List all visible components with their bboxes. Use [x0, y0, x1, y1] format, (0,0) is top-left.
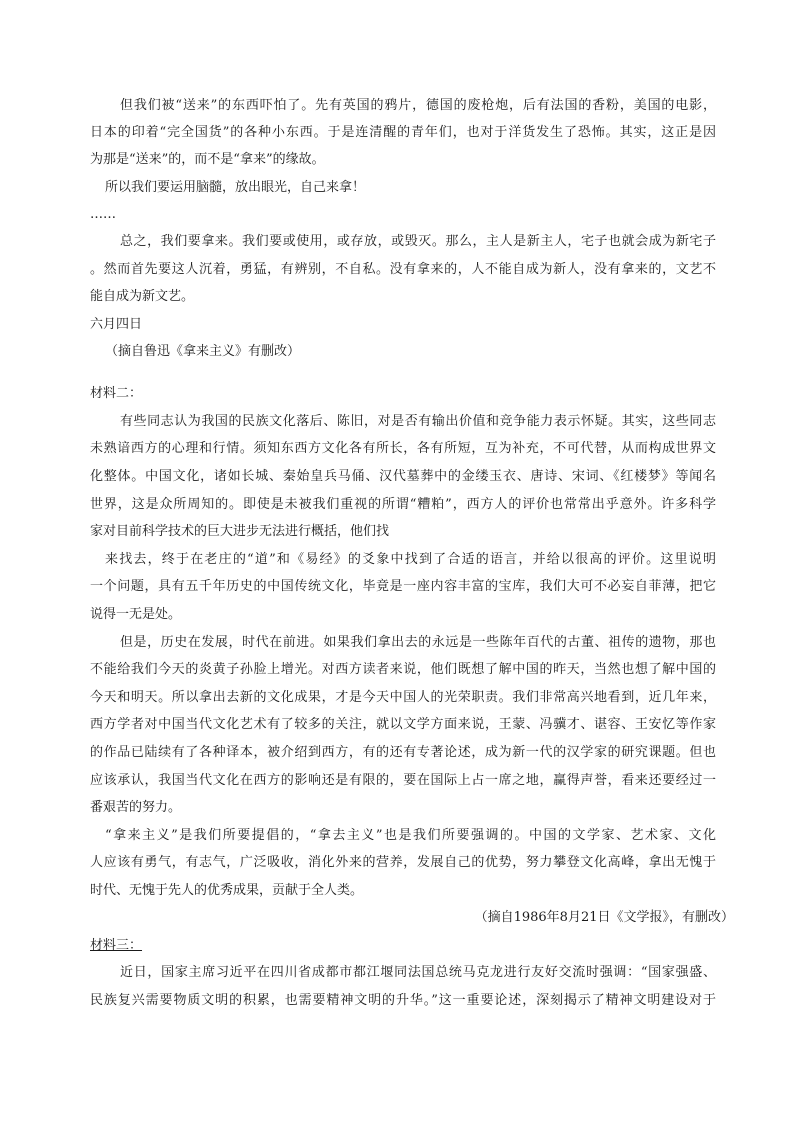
paragraph-line: 来找去，终于在老庄的“道”和《易经》的爻象中找到了合适的语言，并给以很高的评价。这里说明 — [105, 552, 716, 567]
paragraph-line: 近日，国家主席习近平在四川省成都市都江堰同法国总统马克龙进行友好交流时强调：“国家强盛、 — [120, 965, 716, 980]
paragraph-line: 世界，这是众所周知的。即使是未被我们重视的所谓“糟粕”，西方人的评价也常常出乎意外。许多科学 — [90, 497, 716, 512]
paragraph-line: 西方学者对中国当代文化艺术有了较多的关注，就以文学方面来说，王蒙、冯骥才、谌容、王安忆等作家 — [90, 717, 716, 732]
paragraph-line: 有些同志认为我国的民族文化落后、陈旧，对是否有输出价值和竞争能力表示怀疑。其实，这些同志 — [120, 414, 716, 429]
material-3-heading: 材料三： — [90, 938, 143, 953]
paragraph-line: 民族复兴需要物质文明的积累，也需要精神文明的升华。”这一重要论述，深刻揭示了精神文明建设对于 — [90, 993, 716, 1008]
paragraph-line: 应该承认，我国当代文化在西方的影响还是有限的，要在国际上占一席之地，赢得声誉，看来还要经过一 — [90, 773, 716, 788]
paragraph-line: 为那是“送来”的，而不是“拿来”的缘故。 — [90, 152, 325, 167]
paragraph-line: 今天和明天。所以拿出去新的文化成果，才是今天中国人的光荣职责。我们非常高兴地看到，近几年来， — [90, 690, 716, 705]
material-2-heading: 材料二： — [90, 386, 143, 401]
paragraph-line: 但我们被“送来”的东西吓怕了。先有英国的鸦片，德国的废枪炮，后有法国的香粉，美国的电影， — [120, 98, 716, 113]
paragraph-line: 但是，历史在发展，时代在前进。如果我们拿出去的永远是一些陈年百代的古董、祖传的遗物，那也 — [120, 635, 716, 650]
source-citation: （摘自鲁迅《拿来主义》有删改） — [105, 344, 301, 359]
paragraph-line: 化整体。中国文化，诸如长城、秦始皇兵马俑、汉代墓葬中的金缕玉衣、唐诗、宋词、《红楼梦》等闻名 — [90, 469, 716, 484]
paragraph-line: 日本的印着“完全国货”的各种小东西。于是连清醒的青年们，也对于洋货发生了恐怖。其实，这正是因 — [90, 125, 716, 140]
paragraph-line: 说得一无是处。 — [90, 607, 182, 622]
paragraph-line: 能自成为新文艺。 — [90, 289, 195, 304]
source-citation: （摘自1986年8月21日《文学报》，有删改） — [474, 910, 734, 925]
date-line: 六月四日 — [90, 317, 143, 332]
paragraph-line: 总之，我们要拿来。我们要或使用，或存放，或毁灭。那么，主人是新主人，宅子也就会成为新宅子 — [120, 234, 716, 249]
paragraph-line: 人应该有勇气，有志气，广泛吸收，消化外来的营养，发展自己的优势，努力攀登文化高峰，拿出无愧于 — [90, 855, 716, 870]
ellipsis: …… — [90, 207, 116, 222]
paragraph-line: 的作品已陆续有了各种译本，被介绍到西方，有的还有专著论述，成为新一代的汉学家的研究课题。但也 — [90, 745, 716, 760]
paragraph-line: 番艰苦的努力。 — [90, 800, 182, 815]
paragraph-line: 未熟谙西方的心理和行情。须知东西方文化各有所长，各有所短，互为补充，不可代替，从而构成世界文 — [90, 441, 716, 456]
paragraph-line: 家对目前科学技术的巨大进步无法进行概括，他们找 — [90, 524, 390, 539]
paragraph-line: “拿来主义”是我们所要提倡的，“拿去主义”也是我们所要强调的。中国的文学家、艺术家、文化 — [105, 828, 716, 843]
paragraph-line: 所以我们要运用脑髓，放出眼光，自己来拿！ — [105, 180, 366, 195]
paragraph-line: 一个问题，具有五千年历史的中国传统文化，毕竟是一座内容丰富的宝库，我们大可不必妄自菲薄，把它 — [90, 579, 716, 594]
paragraph-line: 时代、无愧于先人的优秀成果，贡献于全人类。 — [90, 883, 364, 898]
paragraph-line: 不能给我们今天的炎黄子孙脸上增光。对西方读者来说，他们既想了解中国的昨天，当然也想了解中国的 — [90, 662, 716, 677]
paragraph-line: 。然而首先要这人沉着，勇猛，有辨别，不自私。没有拿来的，人不能自成为新人，没有拿来的，文艺不 — [90, 262, 716, 277]
